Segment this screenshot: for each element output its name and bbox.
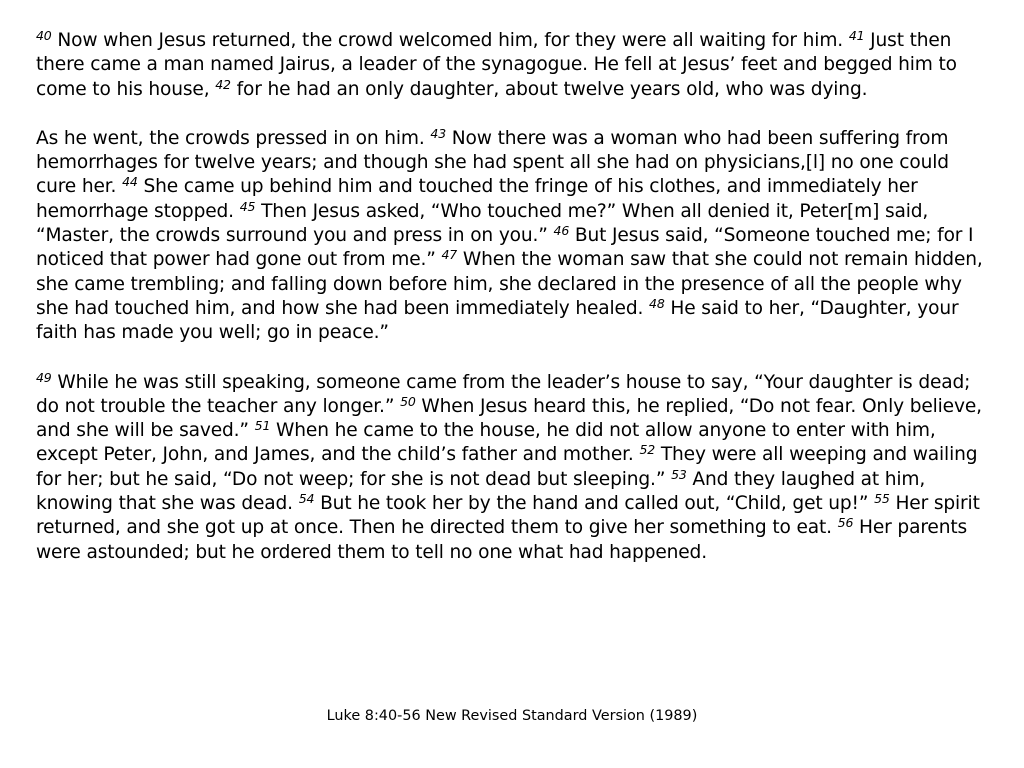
verse-text: When the woman saw that she could not remain hidden, she came trembling; and falling down before him, she declared in the presence of all the people why she had touched him, and how she had been immediately healed. [36,249,983,319]
verse-number: 42 [215,76,231,92]
verse-number: 50 [400,393,416,409]
verse-text: Her parents were astounded; but he ordered them to tell no one what had happened. [36,517,968,563]
verse-text: Now when Jesus returned, the crowd welcomed him, for they were all waiting for him. [51,30,849,51]
scripture-passage [36,29,992,590]
verse-text: When he came to the house, he did not allow anyone to enter with him, except Peter, John, and James, and the child’s father and mother. [36,420,936,466]
verse-number: 46 [553,223,570,239]
verse-number: 47 [441,247,458,263]
paragraph-1 [36,29,992,102]
verse-text: for he had an only daughter, about twelve years old, who was dying. [230,78,868,100]
verse-text: They were all weeping and wailing for her; but he said, “Do not weep; for she is not dead but sleeping.” [36,444,978,490]
verse-text: Then Jesus asked, “Who touched me?” When all denied it, Peter[m] said, “Master, the crowds surround you and press in on you.” [36,200,929,247]
paragraph-2 [36,127,992,346]
verse-number: 41 [848,28,865,43]
verse-number: 40 [36,28,52,43]
verse-text: Now there was a woman who had been suffering from hemorrhages for twelve years; and though she had spent all she had on physicians,[l] no one could cure her. [36,127,949,198]
verse-number: 51 [254,418,271,434]
verse-number: 44 [122,174,138,190]
verse-text: But he took her by the hand and called out, “Child, get up!” [314,493,875,515]
verse-text: As he went, the crowds pressed in on him. [36,127,431,149]
verse-number: 52 [639,442,656,458]
verse-text: When Jesus heard this, he replied, “Do not fear. Only believe, and she will be saved.” [36,395,982,442]
paragraph-3 [36,371,992,565]
verse-number: 45 [239,198,256,214]
verse-number: 56 [837,515,854,531]
verse-text: She came up behind him and touched the fringe of his clothes, and immediately her hemorrhage stopped. [36,176,918,222]
verse-number: 49 [36,369,52,385]
verse-text: But Jesus said, “Someone touched me; for I noticed that power had gone out from me.” [36,225,974,271]
verse-text: While he was still speaking, someone came from the leader’s house to say, “Your daughter is dead; do not trouble the teacher any longer.” [36,371,971,417]
verse-text: He said to her, “Daughter, your faith has made you well; go in peace.” [36,297,959,344]
scripture-citation: Luke 8:40-56 New Revised Standard Version (1989) [326,708,698,724]
verse-number: 54 [298,491,315,507]
verse-text: Just then there came a man named Jairus, a leader of the synagogue. He fell at Jesus’ feet and begged him to come to his house, [36,30,957,100]
verse-number: 43 [430,125,446,141]
verse-number: 53 [671,466,687,482]
verse-text: Her spirit returned, and she got up at once. Then he directed them to give her something to eat. [36,493,980,539]
verse-text: And they laughed at him, knowing that she was dead. [36,468,926,515]
verse-number: 55 [874,491,890,507]
verse-number: 48 [649,295,665,311]
